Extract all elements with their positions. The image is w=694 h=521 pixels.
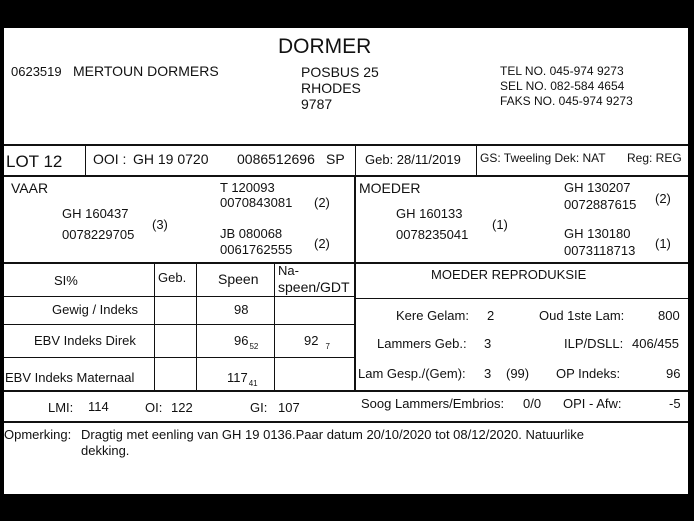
sire-count: (3) [152,217,168,232]
paternal-granddam-count: (2) [314,236,330,251]
row-label-maternal: EBV Indeks Maternaal [5,370,135,385]
op-index-value: 96 [666,366,681,381]
times-lambed-value: 2 [487,308,495,323]
divider [274,263,275,390]
remarks-line-1: Dragtig met eenling van GH 19 0136.Paar datum 20/10/2020 tot 08/12/2020. Natuurlike [81,427,584,442]
direct-speen-value [234,333,259,351]
paternal-granddam-number: 0061762555 [220,242,293,257]
post-weaning-header: speen/GDT [278,279,350,295]
divider [4,357,354,358]
fax-number: FAKS NO. 045-974 9273 [500,94,633,108]
first-lamb-age-label: Oud 1ste Lam: [539,308,625,323]
row-label-weight: Gewig / Indeks [52,302,138,317]
address-line-2: RHODES [301,80,361,96]
ilp-label: ILP/DSLL: [564,336,624,351]
sire-id: GH 160437 [62,206,129,221]
maternal-grandsire-count: (2) [655,191,671,206]
divider [154,263,155,390]
divider [4,144,688,146]
maternal-speen-sub: 41 [248,379,258,388]
opi-deviation-label: OPI - Afw: [563,396,622,411]
maternal-speen-main: 117 [227,370,248,385]
divider [4,296,354,297]
maternal-grandsire-number: 0072887615 [564,197,637,212]
dam-count: (1) [492,217,508,232]
divider [4,262,688,264]
divider [4,324,354,325]
weaning-header: Speen [218,271,259,287]
sire-label: VAAR [11,180,49,196]
maternal-grandsire-id: GH 130207 [564,180,631,195]
address-line-1: POSBUS 25 [301,64,379,80]
divider [85,145,86,176]
direct-naspeen-main: 92 [304,333,319,348]
divider [4,421,688,423]
gi-label: GI: [250,400,268,415]
reproduction-title: MOEDER REPRODUKSIE [431,267,587,282]
op-index-label: OP Indeks: [556,366,621,381]
maternal-granddam-number: 0073118713 [564,243,636,258]
ooi-grade: SP [326,151,345,167]
divider [354,176,356,390]
si-header: SI% [54,273,78,288]
lambs-born-value: 3 [484,336,492,351]
divider [4,175,688,177]
cell-number: SEL NO. 082-584 4654 [500,79,625,93]
ooi-number: 0086512696 [237,151,315,167]
ilp-value: 406/455 [632,336,679,351]
dam-id: GH 160133 [396,206,463,221]
maternal-speen-value [227,370,258,388]
status-info: GS: Tweeling Dek: NAT [480,151,606,165]
suckled-lambs-label: Soog Lammers/Embrios: [361,396,505,411]
lmi-value: 114 [88,399,109,414]
birth-date: Geb: 28/11/2019 [365,152,461,167]
remarks-line-2: dekking. [81,443,130,458]
dam-label: MOEDER [359,180,421,196]
divider [196,263,197,390]
ooi-id: GH 19 0720 [133,151,209,167]
remarks-label: Opmerking: [4,427,72,442]
paternal-grandsire-number: 0070843081 [220,195,293,210]
tel-number: TEL NO. 045-974 9273 [500,64,624,78]
divider [355,298,688,299]
ooi-label: OOI : [93,151,127,167]
suckled-lambs-value: 0/0 [523,396,542,411]
breeder-number: 0623519 [11,64,62,79]
direct-speen-main: 96 [234,333,249,348]
sale-card [4,28,688,494]
divider [4,390,688,392]
paternal-granddam-id: JB 080068 [220,226,283,241]
direct-naspeen-value [304,333,330,351]
divider [355,145,356,176]
lambs-born-label: Lammers Geb.: [377,336,467,351]
breeder-name: MERTOUN DORMERS [73,63,219,79]
lambs-weaned-label: Lam Gesp./(Gem): [358,366,466,381]
oi-label: OI: [145,400,163,415]
sire-number: 0078229705 [62,227,135,242]
first-lamb-age-value: 800 [658,308,680,323]
lmi-label: LMI: [48,400,74,415]
maternal-granddam-id: GH 130180 [564,226,631,241]
divider [476,145,477,176]
lambs-weaned-average: (99) [506,366,530,381]
opi-deviation-value: -5 [669,396,681,411]
dam-number: 0078235041 [396,227,469,242]
gi-value: 107 [278,400,300,415]
address-line-3: 9787 [301,96,333,112]
paternal-grandsire-id: T 120093 [220,180,275,195]
birth-weight-header: Geb. [158,270,187,285]
times-lambed-label: Kere Gelam: [396,308,469,323]
maternal-granddam-count: (1) [655,236,671,251]
oi-value: 122 [171,400,193,415]
paternal-grandsire-count: (2) [314,195,330,210]
lambs-weaned-value: 3 [484,366,492,381]
direct-speen-sub: 52 [249,342,259,351]
breed-title: DORMER [278,35,372,58]
direct-naspeen-sub: 7 [325,342,330,351]
weight-speen-value: 98 [234,302,249,317]
post-weaning-header: Na- [278,263,299,278]
row-label-direct: EBV Indeks Direk [34,333,136,348]
lot-number: LOT 12 [6,152,63,171]
registration: Reg: REG [627,151,682,165]
